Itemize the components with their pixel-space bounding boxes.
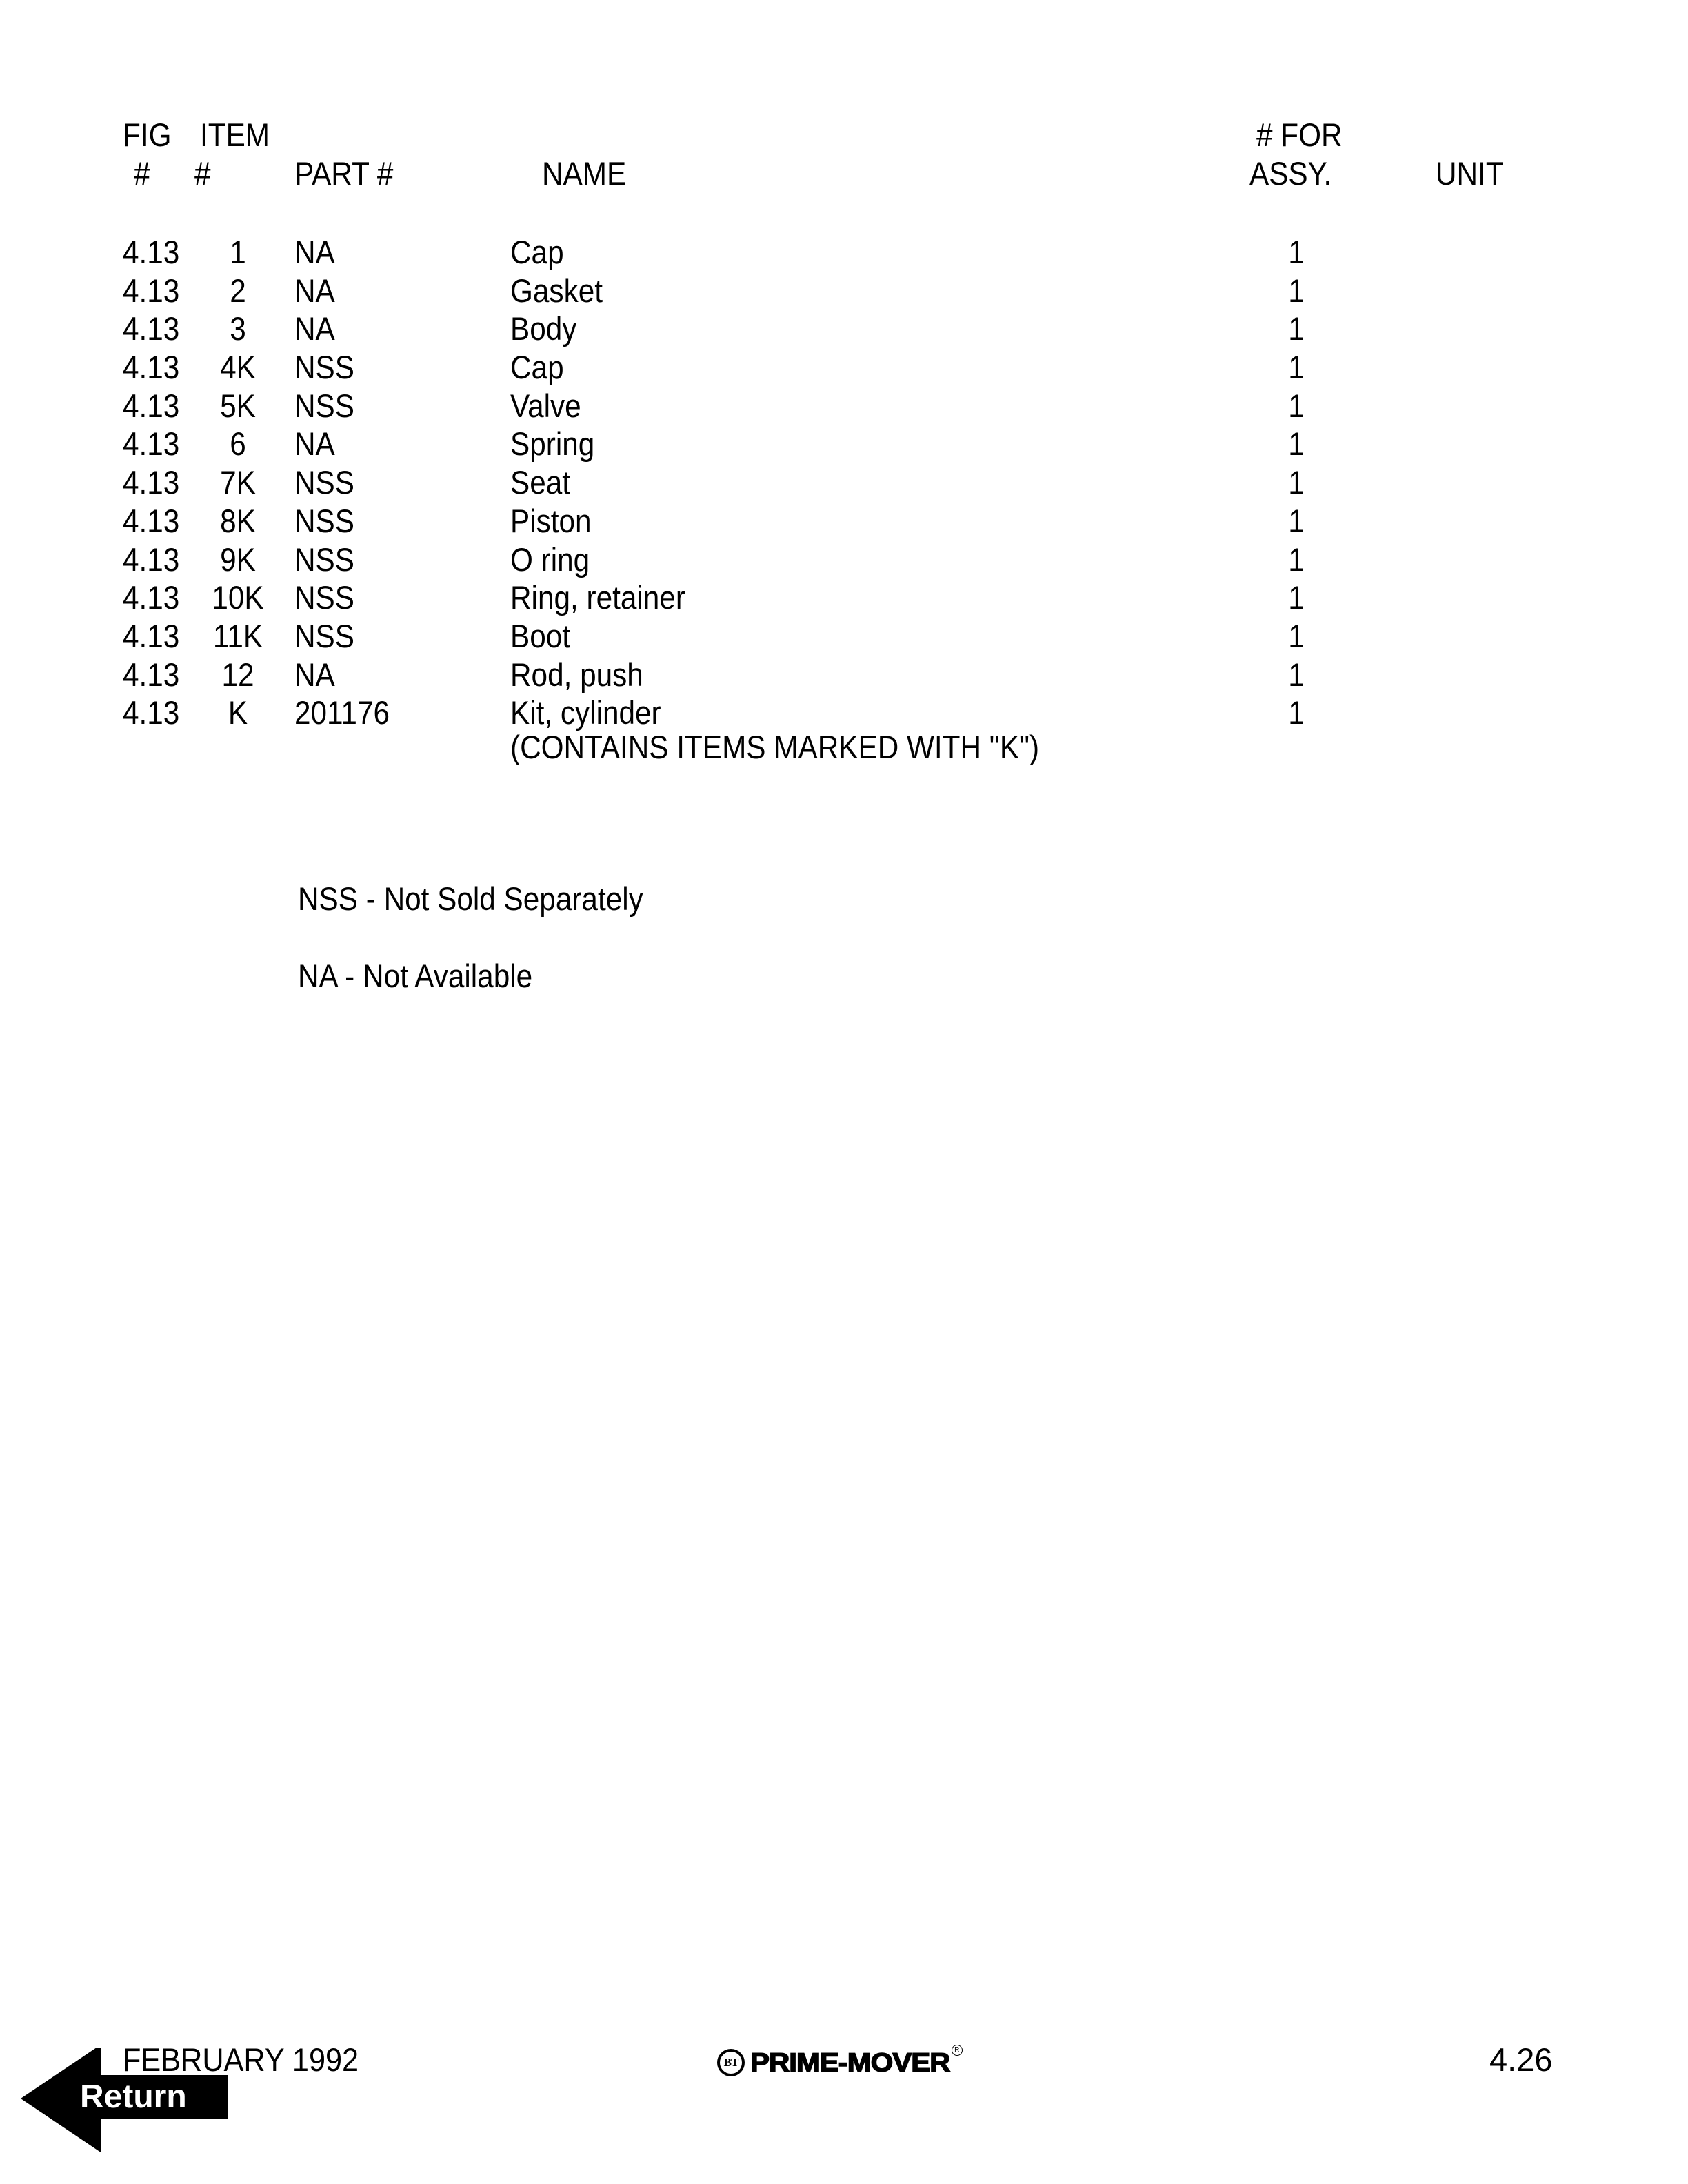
part-name: Boot bbox=[510, 617, 571, 654]
bt-logo-icon: BT bbox=[717, 2049, 745, 2076]
item-number: K bbox=[228, 694, 248, 731]
table-row bbox=[0, 694, 1688, 732]
item-number: 5K bbox=[220, 387, 256, 424]
part-number: NA bbox=[294, 272, 335, 309]
quantity: 1 bbox=[1288, 310, 1305, 347]
quantity: 1 bbox=[1288, 579, 1305, 616]
item-number: 1 bbox=[230, 234, 246, 270]
quantity: 1 bbox=[1288, 540, 1305, 578]
quantity: 1 bbox=[1288, 502, 1305, 539]
item-number: 6 bbox=[230, 425, 246, 463]
part-name: Cap bbox=[510, 234, 564, 270]
item-number: 7K bbox=[220, 464, 256, 501]
header-qty-top: # FOR bbox=[1256, 117, 1343, 153]
parts-table bbox=[0, 233, 1688, 732]
part-name: O ring bbox=[510, 540, 590, 578]
fig-number: 4.13 bbox=[123, 579, 180, 616]
part-name: Seat bbox=[510, 464, 571, 501]
part-name: Valve bbox=[510, 387, 581, 424]
part-number: NA bbox=[294, 656, 335, 693]
part-number: NSS bbox=[294, 617, 354, 654]
fig-number: 4.13 bbox=[123, 694, 180, 731]
part-name: Spring bbox=[510, 425, 595, 463]
part-name: Ring, retainer bbox=[510, 579, 685, 616]
prime-mover-logo bbox=[717, 2042, 963, 2083]
part-number: NA bbox=[294, 310, 335, 347]
fig-number: 4.13 bbox=[123, 617, 180, 654]
item-number: 10K bbox=[212, 579, 264, 616]
quantity: 1 bbox=[1288, 694, 1305, 731]
legend-na: NA - Not Available bbox=[298, 958, 533, 994]
return-label: Return bbox=[80, 2079, 187, 2115]
header-item-bottom: # bbox=[194, 155, 211, 192]
quantity: 1 bbox=[1288, 464, 1305, 501]
item-number: 12 bbox=[221, 656, 254, 693]
table-row bbox=[0, 310, 1688, 348]
part-name: Kit, cylinder bbox=[510, 694, 661, 731]
table-row bbox=[0, 463, 1688, 502]
part-name: Gasket bbox=[510, 272, 603, 309]
part-number: NSS bbox=[294, 464, 354, 501]
header-part: PART # bbox=[294, 155, 394, 192]
page-number: 4.26 bbox=[1489, 2041, 1553, 2078]
fig-number: 4.13 bbox=[123, 234, 180, 270]
fig-number: 4.13 bbox=[123, 656, 180, 693]
item-number: 2 bbox=[230, 272, 246, 309]
item-number: 9K bbox=[220, 540, 256, 578]
table-row bbox=[0, 233, 1688, 272]
header-fig-top: FIG bbox=[123, 117, 172, 153]
part-number: NSS bbox=[294, 540, 354, 578]
part-number: 201176 bbox=[294, 694, 390, 731]
part-name: Cap bbox=[510, 349, 564, 386]
item-number: 8K bbox=[220, 502, 256, 539]
quantity: 1 bbox=[1288, 234, 1305, 270]
item-number: 11K bbox=[212, 617, 263, 654]
header-qty-bottom: ASSY. bbox=[1249, 155, 1332, 192]
quantity: 1 bbox=[1288, 349, 1305, 386]
quantity: 1 bbox=[1288, 272, 1305, 309]
fig-number: 4.13 bbox=[123, 349, 180, 386]
table-row bbox=[0, 272, 1688, 310]
quantity: 1 bbox=[1288, 387, 1305, 424]
header-name: NAME bbox=[542, 155, 627, 192]
fig-number: 4.13 bbox=[123, 272, 180, 309]
registered-mark-icon: R bbox=[952, 2045, 963, 2056]
table-row bbox=[0, 387, 1688, 425]
header-unit: UNIT bbox=[1436, 155, 1504, 192]
table-row bbox=[0, 578, 1688, 617]
part-number: NSS bbox=[294, 502, 354, 539]
part-number: NSS bbox=[294, 579, 354, 616]
item-number: 4K bbox=[220, 349, 256, 386]
header-fig-bottom: # bbox=[134, 155, 150, 192]
fig-number: 4.13 bbox=[123, 387, 180, 424]
table-row bbox=[0, 656, 1688, 694]
kit-note: (CONTAINS ITEMS MARKED WITH "K") bbox=[510, 729, 1040, 765]
part-name: Body bbox=[510, 310, 577, 347]
fig-number: 4.13 bbox=[123, 502, 180, 539]
quantity: 1 bbox=[1288, 617, 1305, 654]
fig-number: 4.13 bbox=[123, 310, 180, 347]
part-number: NSS bbox=[294, 387, 354, 424]
quantity: 1 bbox=[1288, 656, 1305, 693]
table-row bbox=[0, 540, 1688, 579]
fig-number: 4.13 bbox=[123, 425, 180, 463]
part-name: Piston bbox=[510, 502, 592, 539]
table-row bbox=[0, 502, 1688, 540]
footer-date: FEBRUARY 1992 bbox=[123, 2041, 359, 2078]
table-row bbox=[0, 425, 1688, 463]
part-number: NA bbox=[294, 425, 335, 463]
logo-wordmark: PRIME-MOVER bbox=[750, 2048, 950, 2077]
fig-number: 4.13 bbox=[123, 540, 180, 578]
table-row bbox=[0, 617, 1688, 656]
legend-nss: NSS - Not Sold Separately bbox=[298, 880, 643, 917]
quantity: 1 bbox=[1288, 425, 1305, 463]
part-number: NSS bbox=[294, 349, 354, 386]
item-number: 3 bbox=[230, 310, 246, 347]
fig-number: 4.13 bbox=[123, 464, 180, 501]
table-row bbox=[0, 348, 1688, 387]
part-name: Rod, push bbox=[510, 656, 643, 693]
header-item-top: ITEM bbox=[200, 117, 270, 153]
part-number: NA bbox=[294, 234, 335, 270]
return-button[interactable] bbox=[21, 2048, 234, 2158]
